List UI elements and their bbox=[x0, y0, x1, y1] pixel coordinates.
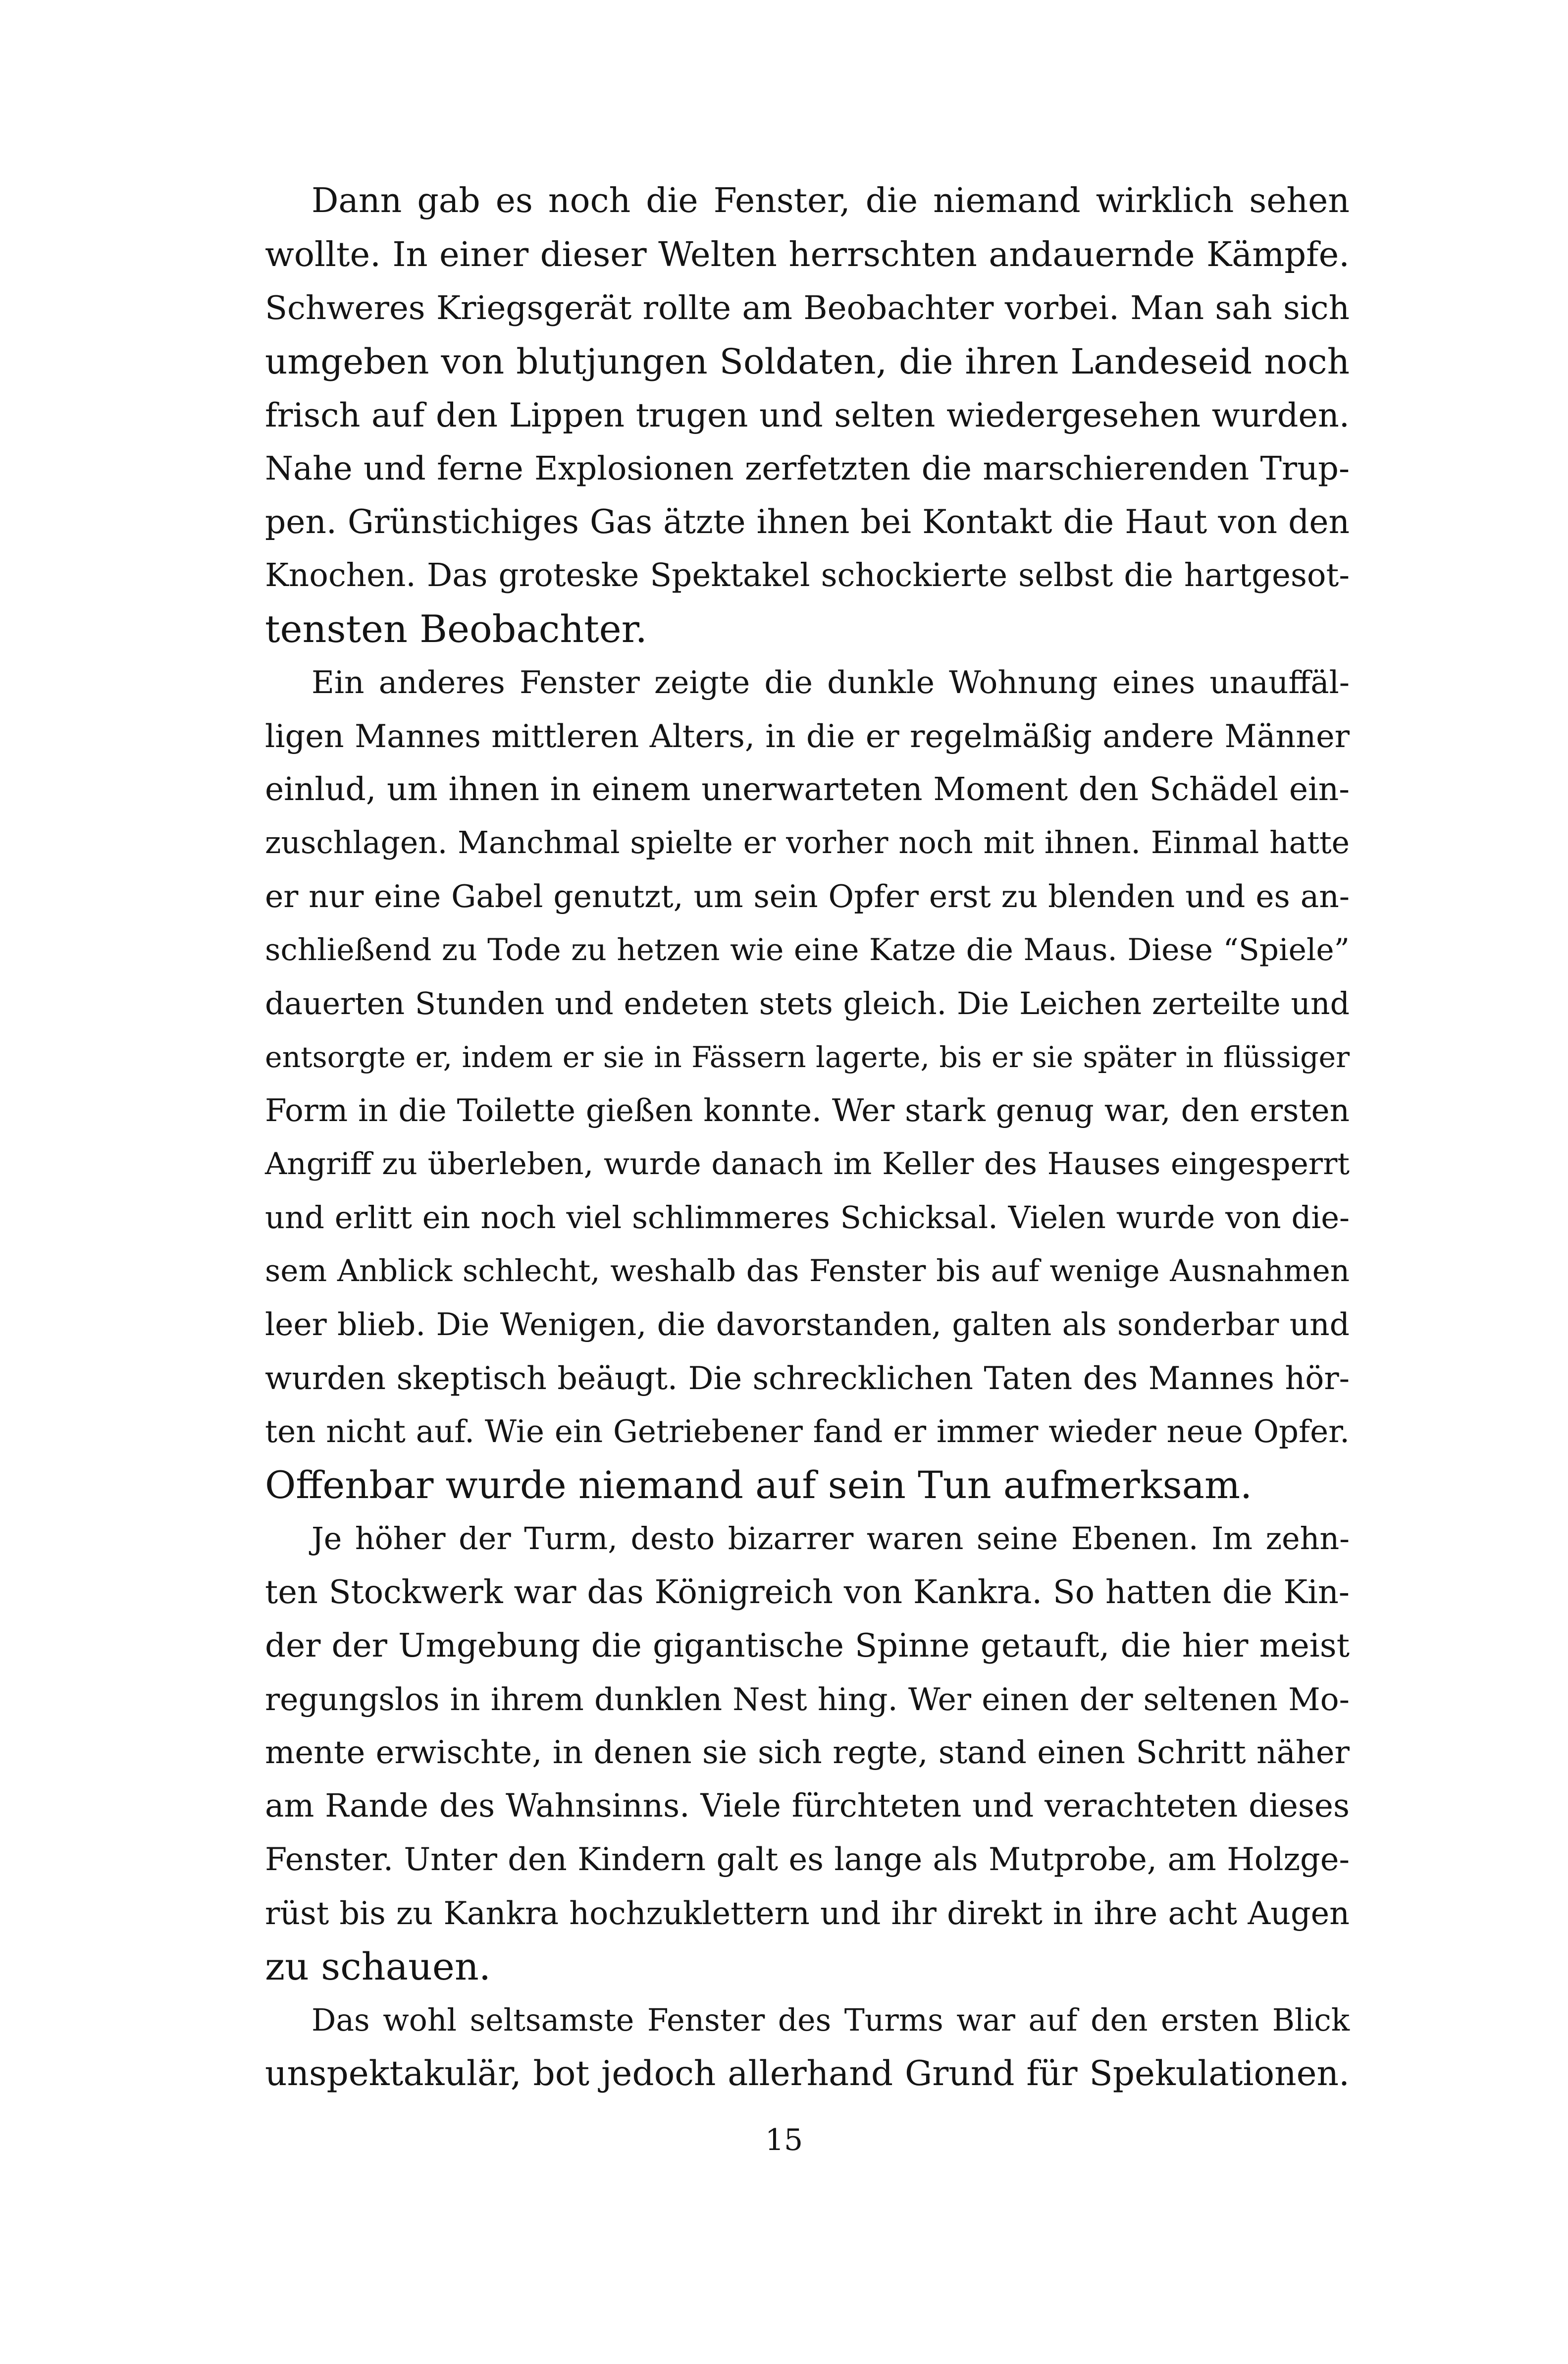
text-line: ten nicht auf. Wie ein Getriebener fand er immer wieder neue Opfer. bbox=[265, 1413, 1350, 1450]
text-line: regungslos in ihrem dunklen Nest hing. Wer einen der seltenen Mo- bbox=[265, 1681, 1350, 1718]
text-line: wurden skeptisch beäugt. Die schrecklichen Taten des Mannes hör- bbox=[265, 1360, 1350, 1397]
text-line: ligen Mannes mittleren Alters, in die er regelmäßig andere Männer bbox=[265, 718, 1350, 754]
text-line: zuschlagen. Manchmal spielte er vorher noch mit ihnen. Einmal hatte bbox=[265, 825, 1350, 860]
text-line: Knochen. Das groteske Spektakel schockierte selbst die hartgesot- bbox=[265, 557, 1350, 594]
text-line: umgeben von blutjungen Soldaten, die ihren Landeseid noch bbox=[265, 341, 1350, 382]
text-line: Dann gab es noch die Fenster, die niemand wirklich sehen bbox=[312, 181, 1350, 220]
paragraph-2 bbox=[265, 656, 1350, 1512]
text-line: schließend zu Tode zu hetzen wie eine Katze die Maus. Diese “Spiele” bbox=[265, 932, 1350, 967]
text-line: ten Stockwerk war das Königreich von Kankra. So hatten die Kin- bbox=[265, 1573, 1350, 1611]
text-line: dauerten Stunden und endeten stets gleich. Die Leichen zerteilte und bbox=[265, 986, 1350, 1021]
text-line: Ein anderes Fenster zeigte die dunkle Wohnung eines unauffäl- bbox=[312, 664, 1350, 700]
text-line: wollte. In einer dieser Welten herrschten andauernde Kämpfe. bbox=[265, 235, 1350, 274]
text-line: Das wohl seltsamste Fenster des Turms war auf den ersten Blick bbox=[312, 2002, 1350, 2038]
text-line: der der Umgebung die gigantische Spinne getauft, die hier meist bbox=[265, 1626, 1350, 1665]
paragraph-3 bbox=[265, 1512, 1350, 1993]
text-line: am Rande des Wahnsinns. Viele fürchteten und verachteten dieses bbox=[265, 1787, 1350, 1825]
text-line: tensten Beobachter. bbox=[265, 607, 647, 651]
text-line: pen. Grünstichiges Gas ätzte ihnen bei Kontakt die Haut von den bbox=[265, 503, 1350, 541]
text-line: Nahe und ferne Explosionen zerfetzten die marschierenden Trup- bbox=[265, 450, 1350, 487]
text-line: er nur eine Gabel genutzt, um sein Opfer erst zu blenden und es an- bbox=[265, 878, 1350, 914]
text-line: unspektakulär, bot jedoch allerhand Grund für Spekulationen. bbox=[265, 2054, 1350, 2094]
text-line: entsorgte er, indem er sie in Fässern lagerte, bis er sie später in flüssiger bbox=[265, 1040, 1350, 1074]
text-line: Je höher der Turm, desto bizarrer waren seine Ebenen. Im zehn- bbox=[312, 1521, 1350, 1557]
text-line: Form in die Toilette gießen konnte. Wer stark genug war, den ersten bbox=[265, 1092, 1350, 1128]
text-line: rüst bis zu Kankra hochzuklettern und ihr direkt in ihre acht Augen bbox=[265, 1895, 1350, 1932]
text-line: mente erwischte, in denen sie sich regte, stand einen Schritt näher bbox=[265, 1734, 1350, 1771]
body-text bbox=[265, 174, 1350, 2100]
paragraph-4 bbox=[265, 1993, 1350, 2100]
text-line: Fenster. Unter den Kindern galt es lange als Mutprobe, am Holzge- bbox=[265, 1841, 1350, 1878]
text-line: Offenbar wurde niemand auf sein Tun aufmerksam. bbox=[265, 1463, 1253, 1507]
text-line: einlud, um ihnen in einem unerwarteten Moment den Schädel ein- bbox=[265, 771, 1350, 808]
paragraph-1 bbox=[265, 174, 1350, 656]
page-number: 15 bbox=[765, 2123, 803, 2157]
text-line: frisch auf den Lippen trugen und selten wiedergesehen wurden. bbox=[265, 396, 1350, 434]
text-line: leer blieb. Die Wenigen, die davorstanden, galten als sonderbar und bbox=[265, 1306, 1350, 1343]
text-line: und erlitt ein noch viel schlimmeres Schicksal. Vielen wurde von die- bbox=[265, 1199, 1350, 1236]
text-line: Angriff zu überleben, wurde danach im Keller des Hauses eingesperrt bbox=[265, 1146, 1350, 1182]
text-line: sem Anblick schlecht, weshalb das Fenster bis auf wenige Ausnahmen bbox=[265, 1253, 1350, 1289]
text-line: zu schauen. bbox=[265, 1944, 491, 1988]
text-line: Schweres Kriegsgerät rollte am Beobachter vorbei. Man sah sich bbox=[265, 289, 1350, 327]
